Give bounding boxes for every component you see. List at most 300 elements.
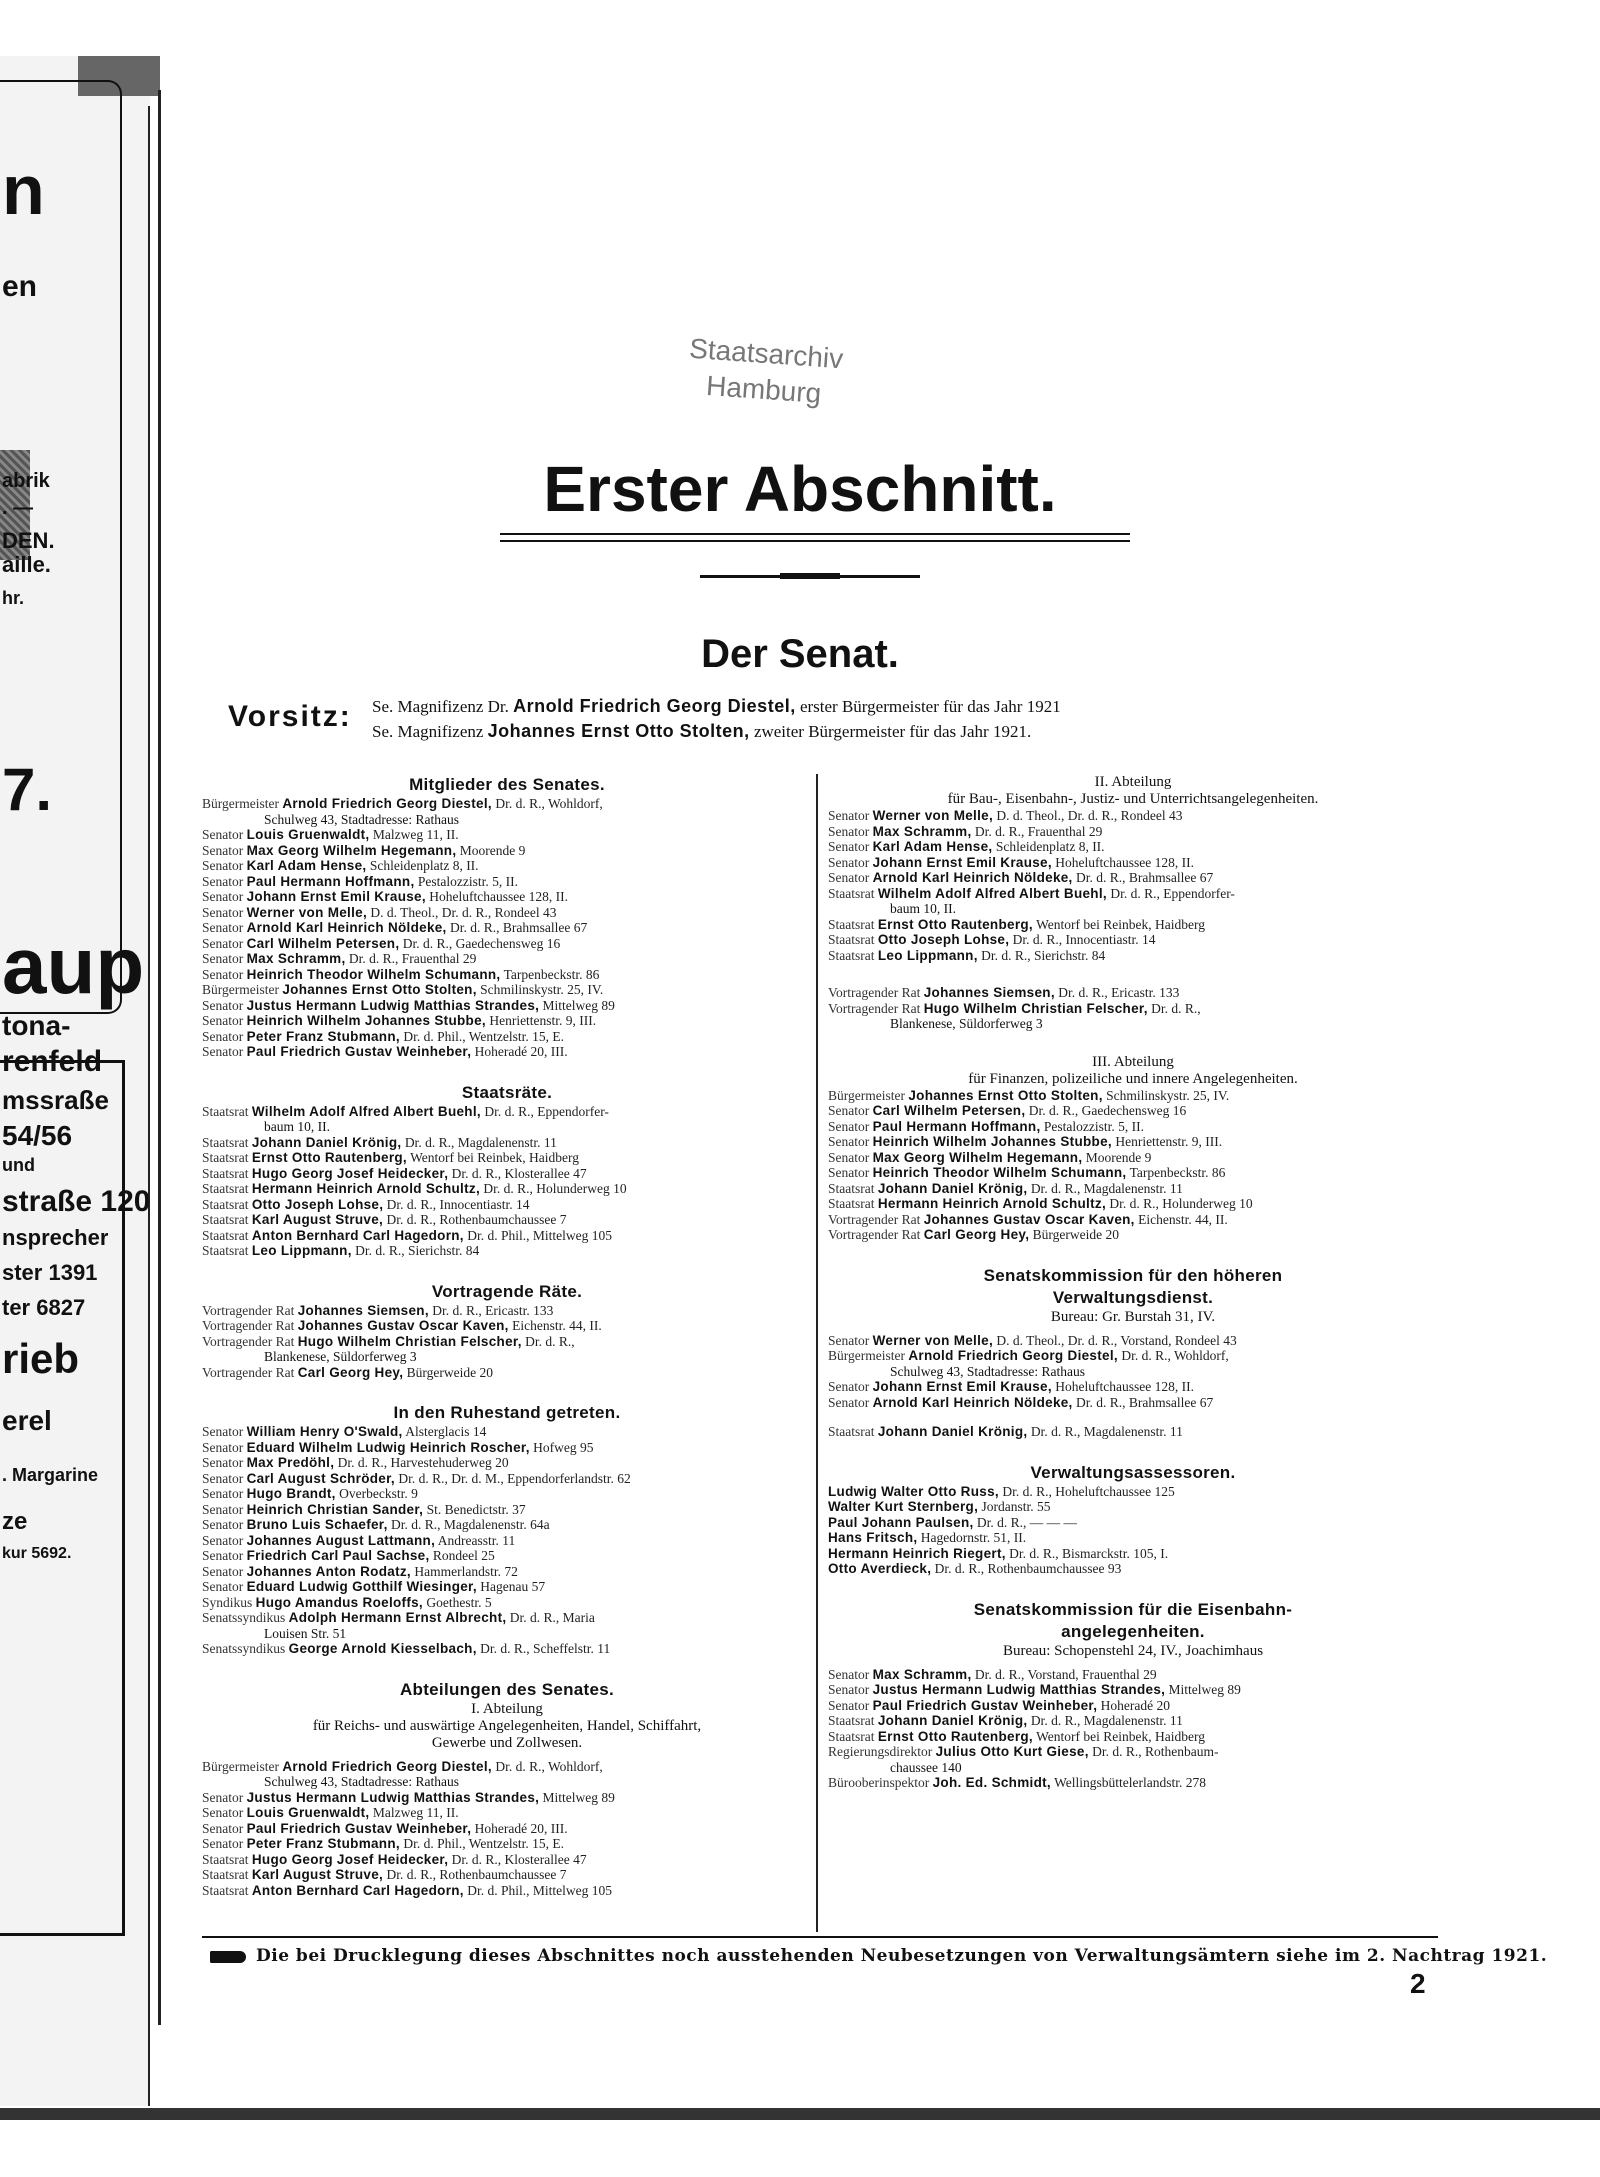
- entry-name: Julius Otto Kurt Giese,: [935, 1744, 1089, 1759]
- entry-rank: Senator: [202, 1563, 244, 1579]
- adjacent-ad-fragment: n: [2, 151, 45, 229]
- entry-name: Johann Daniel Krönig,: [251, 1134, 402, 1150]
- mitglieder-list: [202, 796, 812, 1060]
- entry-rank: Bürooberinspektor: [828, 1775, 930, 1790]
- entry-address: Wentorf bei Reinbek, Haidberg: [1036, 916, 1205, 932]
- entry-address: Dr. d. R., Brahmsallee 67: [450, 920, 588, 935]
- adjacent-ad-fragment: 7.: [2, 756, 53, 823]
- entry-name: Bruno Luis Schaefer,: [246, 1517, 388, 1532]
- entry-address: Dr. d. R., Gaedechensweg 16: [1028, 1103, 1187, 1118]
- entry-name: Johannes Ernst Otto Stolten,: [908, 1087, 1103, 1103]
- list-item: [828, 1515, 1438, 1531]
- entry-name: Hugo Wilhelm Christian Felscher,: [923, 1000, 1148, 1016]
- list-item: [202, 827, 812, 843]
- entry-name: Walter Kurt Sternberg,: [828, 1499, 979, 1514]
- entry-address: Tarpenbeckstr. 86: [503, 966, 600, 982]
- entry-rank: Vortragender Rat: [202, 1318, 295, 1333]
- entry-name: Johann Ernst Emil Krause,: [246, 889, 426, 904]
- list-item: [828, 1395, 1438, 1411]
- entry-name: Werner von Melle,: [246, 904, 368, 920]
- entry-name: Hans Fritsch,: [828, 1530, 918, 1545]
- entry-address: Malzweg 11, II.: [372, 827, 459, 842]
- entry-rank: Vortragender Rat: [828, 1211, 921, 1227]
- list-item: [202, 1029, 812, 1045]
- list-item: [202, 1821, 812, 1837]
- list-item: [202, 1197, 812, 1213]
- list-item: [202, 1610, 812, 1626]
- entry-name: William Henry O'Swald,: [246, 1424, 403, 1439]
- entry-rank: Senator: [828, 1165, 870, 1180]
- list-item: [202, 1502, 812, 1518]
- adjacent-ad-fragment: en: [2, 270, 38, 303]
- entry-rank: Staatsrat: [828, 885, 875, 901]
- list-item: [828, 1729, 1438, 1745]
- column-divider: [816, 774, 818, 1932]
- entry-rank: Staatsrat: [202, 1103, 249, 1119]
- entry-name: Justus Hermann Ludwig Matthias Strandes,: [246, 1789, 540, 1805]
- list-item: [828, 1546, 1438, 1562]
- list-item: [202, 1181, 812, 1197]
- entry-name: Johannes Anton Rodatz,: [246, 1563, 411, 1579]
- entry-address: Dr. d. Phil., Wentzelstr. 15, E.: [403, 1836, 564, 1851]
- entry-name: Arnold Friedrich Georg Diestel,: [908, 1348, 1118, 1363]
- entry-name: Johann Ernst Emil Krause,: [872, 854, 1052, 870]
- entry-address: Dr. d. R., Rothenbaumchaussee 7: [386, 1212, 567, 1227]
- entry-rank: Senator: [828, 1379, 870, 1394]
- kommission-verwaltung-bureau: Bureau: Gr. Burstah 31, IV.: [1050, 1308, 1216, 1325]
- list-item: [202, 1517, 812, 1533]
- list-item: [202, 1212, 812, 1228]
- entry-rank: Staatsrat: [202, 1243, 249, 1258]
- entry-name: Carl August Schröder,: [246, 1470, 395, 1486]
- entry-address: Jordanstr. 55: [981, 1499, 1051, 1514]
- adjacent-ad-fragment: nsprecher: [2, 1225, 109, 1250]
- adjacent-ad-fragment: tona-: [2, 1010, 71, 1041]
- list-item: [202, 1365, 812, 1381]
- entry-rank: Senator: [828, 1394, 870, 1410]
- assessoren-list: [828, 1484, 1438, 1577]
- entry-rank: Senator: [202, 1579, 244, 1594]
- adjacent-ad-fragment: . Margarine: [2, 1465, 99, 1485]
- entry-rank: Vortragender Rat: [202, 1364, 295, 1380]
- entry-rank: Senator: [828, 1103, 870, 1118]
- entry-name: Max Schramm,: [246, 951, 346, 966]
- entry-name: Johannes Ernst Otto Stolten,: [282, 982, 477, 997]
- entry-name: Karl August Struve,: [251, 1212, 384, 1227]
- list-item: [828, 1103, 1438, 1119]
- entry-address: Mittelweg 89: [1168, 1682, 1241, 1697]
- entry-rank: Bürgermeister: [828, 1087, 905, 1103]
- entry-address: Pestalozzistr. 5, II.: [1043, 1118, 1144, 1134]
- entry-address: Dr. d. R., Magdalenenstr. 64a: [391, 1517, 550, 1532]
- list-item: [828, 886, 1438, 902]
- list-item: [202, 1805, 812, 1821]
- abteilung-3-list: [828, 1088, 1438, 1243]
- entry-name: Carl Georg Hey,: [297, 1364, 404, 1380]
- entry-address: Dr. d. R., Brahmsallee 67: [1076, 870, 1214, 885]
- page-fold-line: [148, 106, 150, 2106]
- entry-name: Arnold Karl Heinrich Nöldeke,: [872, 870, 1073, 885]
- entry-name: Ernst Otto Rautenberg,: [877, 1728, 1033, 1744]
- entry-address: Dr. d. R., Maria: [509, 1610, 595, 1625]
- ruhestand-heading: In den Ruhestand getreten.: [393, 1403, 621, 1422]
- entry-address: Hoheluftchaussee 128, II.: [429, 889, 569, 904]
- entry-address: Dr. d. R., Klosterallee 47: [451, 1851, 587, 1867]
- list-item: [828, 1196, 1438, 1212]
- entry-address: Dr. d. R., Frauenthal 29: [348, 951, 477, 966]
- entry-rank: Staatsrat: [828, 1713, 875, 1728]
- footnote: [210, 1946, 1548, 1966]
- adjacent-ad-fragment: aille.: [2, 552, 51, 577]
- entry-name: Hugo Georg Josef Heidecker,: [251, 1851, 449, 1867]
- entry-address: Schleidenplatz 8, II.: [995, 839, 1105, 854]
- entry-address: Goethestr. 5: [426, 1594, 492, 1610]
- entry-rank: Senator: [202, 1424, 244, 1439]
- entry-name: Paul Friedrich Gustav Weinheber,: [246, 1820, 472, 1836]
- entry-rank: Staatsrat: [202, 1134, 249, 1150]
- left-column: [202, 774, 812, 1898]
- entry-address: Dr. d. R., Wohldorf,: [495, 796, 603, 811]
- entry-address: Dr. d. R., Magdalenenstr. 11: [1030, 1713, 1183, 1728]
- entry-rank: Staatsrat: [202, 1882, 249, 1898]
- entry-name: Justus Hermann Ludwig Matthias Strandes,: [246, 997, 540, 1013]
- entry-name: Anton Bernhard Carl Hagedorn,: [251, 1882, 464, 1898]
- entry-address: Hoheradé 20, III.: [474, 1820, 568, 1836]
- adjacent-ad-fragment: ster 1391: [2, 1260, 98, 1285]
- list-item: [202, 1533, 812, 1549]
- entry-address: D. d. Theol., Dr. d. R., Rondeel 43: [996, 808, 1183, 823]
- entry-address: Dr. d. R., Holunderweg 10: [483, 1181, 627, 1196]
- entry-address: Dr. d. R., Ericastr. 133: [1058, 985, 1180, 1000]
- entry-name: Wilhelm Adolf Alfred Albert Buehl,: [251, 1103, 481, 1119]
- entry-name: Werner von Melle,: [872, 1332, 994, 1348]
- entry-rank: Regierungsdirektor: [828, 1744, 933, 1759]
- entry-name: Friedrich Carl Paul Sachse,: [246, 1548, 430, 1563]
- entry-address: Dr. d. R., Bismarckstr. 105, I.: [1009, 1545, 1169, 1561]
- entry-name: Hugo Brandt,: [246, 1486, 336, 1501]
- list-item: [828, 824, 1438, 840]
- entry-address: Dr. d. Phil., Mittelweg 105: [467, 1227, 612, 1243]
- abteilung-3-sub: III. Abteilung für Finanzen, polizeiliche und innere Angelegenheiten.: [968, 1053, 1298, 1087]
- abteilung-2-list-extra: [828, 985, 1438, 1032]
- entry-address: Dr. d. R., Frauenthal 29: [974, 823, 1103, 839]
- entry-rank: Senator: [828, 1697, 870, 1713]
- entry-address: Dr. d. R., Innocentiastr. 14: [386, 1196, 530, 1212]
- entry-rank: Senator: [202, 966, 244, 982]
- list-item: [828, 1119, 1438, 1135]
- entry-address: Hoheluftchaussee 128, II.: [1055, 1379, 1195, 1394]
- list-item: baum 10, II.: [264, 1119, 330, 1134]
- entry-name: Max Schramm,: [872, 823, 972, 839]
- entry-address: Moorende 9: [459, 842, 526, 858]
- entry-rank: Staatsrat: [202, 1150, 249, 1165]
- entry-name: Hermann Heinrich Arnold Schultz,: [877, 1196, 1106, 1211]
- adjacent-ad-fragment: kur 5692.: [2, 1545, 72, 1562]
- entry-rank: Senator: [202, 951, 244, 966]
- entry-rank: Senator: [828, 1332, 870, 1348]
- entry-address: Wellingsbüttelerlandstr. 278: [1054, 1775, 1207, 1790]
- list-item: [828, 1561, 1438, 1577]
- kommission-verwaltung-list: [828, 1333, 1438, 1411]
- entry-address: Dr. d. R., Holunderweg 10: [1109, 1196, 1253, 1211]
- list-item: [828, 1713, 1438, 1729]
- entry-address: Dr. d. R.,: [525, 1333, 575, 1349]
- entry-rank: Senator: [202, 1501, 244, 1517]
- entry-rank: Senator: [202, 935, 244, 951]
- entry-address: Hofweg 95: [533, 1439, 594, 1455]
- entry-name: Johannes Siemsen,: [297, 1302, 429, 1318]
- entry-address: Schmilinskystr. 25, IV.: [1106, 1087, 1230, 1103]
- staatsraete-heading: Staatsräte.: [461, 1082, 553, 1102]
- entry-rank: Staatsrat: [202, 1867, 249, 1882]
- stamp-line-2: Hamburg: [705, 369, 823, 409]
- entry-rank: Senator: [828, 839, 870, 854]
- entry-name: Arnold Karl Heinrich Nöldeke,: [246, 920, 447, 935]
- entry-name: Heinrich Theodor Wilhelm Schumann,: [872, 1165, 1127, 1180]
- vortragende-heading: Vortragende Räte.: [431, 1281, 583, 1301]
- entry-name: Arnold Friedrich Georg Diestel,: [282, 1758, 492, 1774]
- entry-address: Eichenstr. 44, II.: [512, 1318, 602, 1333]
- entry-address: Malzweg 11, II.: [372, 1805, 459, 1820]
- list-item: [202, 1166, 812, 1182]
- entry-rank: Senator: [828, 1134, 870, 1149]
- entry-rank: Senator: [202, 1044, 244, 1059]
- entry-rank: Staatsrat: [202, 1196, 249, 1212]
- page-number: 2: [1410, 1968, 1426, 1999]
- entry-address: Dr. d. R., Wohldorf,: [1121, 1348, 1229, 1363]
- entry-name: Paul Hermann Hoffmann,: [246, 873, 415, 889]
- entry-rank: Staatsrat: [828, 947, 875, 963]
- entry-rank: Senator: [202, 904, 244, 920]
- entry-name: Heinrich Wilhelm Johannes Stubbe,: [872, 1134, 1112, 1149]
- entry-name: Joh. Ed. Schmidt,: [932, 1775, 1051, 1790]
- entry-address: Hagenau 57: [480, 1579, 546, 1594]
- list-item: [202, 1471, 812, 1487]
- entry-name: Hugo Wilhelm Christian Felscher,: [297, 1333, 522, 1349]
- entry-rank: Senator: [202, 1028, 244, 1044]
- entry-address: Dr. d. R., Innocentiastr. 14: [1012, 932, 1156, 947]
- entry-address: Dr. d. R., Magdalenenstr. 11: [1030, 1424, 1183, 1439]
- entry-rank: Senator: [202, 920, 244, 935]
- entry-address: Wentorf bei Reinbek, Haidberg: [410, 1150, 579, 1165]
- entry-rank: Senator: [202, 858, 244, 873]
- list-item: [828, 1212, 1438, 1228]
- list-item: [828, 808, 1438, 824]
- list-item: [202, 967, 812, 983]
- entry-address: Hagedornstr. 51, II.: [920, 1530, 1027, 1545]
- list-item: [202, 1424, 812, 1440]
- entry-rank: Bürgermeister: [202, 796, 279, 811]
- list-item: [202, 1883, 812, 1899]
- list-item: [828, 917, 1438, 933]
- entry-rank: Staatsrat: [202, 1851, 249, 1867]
- list-item: baum 10, II.: [890, 901, 956, 916]
- entry-address: Mittelweg 89: [542, 1789, 615, 1805]
- mitglieder-heading: Mitglieder des Senates.: [409, 775, 605, 794]
- list-item: [828, 1379, 1438, 1395]
- entry-name: Hermann Heinrich Riegert,: [828, 1545, 1006, 1561]
- list-item: [202, 1150, 812, 1166]
- entry-name: Karl Adam Hense,: [872, 839, 993, 854]
- entry-name: Carl Wilhelm Petersen,: [246, 935, 400, 951]
- list-item: [828, 932, 1438, 948]
- list-item: [202, 1564, 812, 1580]
- entry-address: Hoheradé 20: [1100, 1697, 1171, 1713]
- entry-name: Carl Georg Hey,: [923, 1227, 1030, 1242]
- pointing-hand-icon: [210, 1951, 246, 1963]
- list-item: [828, 1001, 1438, 1017]
- adjacent-ad-fragment: erel: [2, 1405, 52, 1436]
- title-underline: [500, 533, 1130, 542]
- list-item: [202, 1013, 812, 1029]
- entry-name: Johann Daniel Krönig,: [877, 1180, 1028, 1196]
- entry-name: George Arnold Kiesselbach,: [288, 1641, 477, 1656]
- list-item: [202, 1334, 812, 1350]
- entry-address: Dr. d. R., Rothenbaumchaussee 7: [386, 1867, 567, 1882]
- list-item: [828, 1088, 1438, 1104]
- vorsitz-line: Se. Magnifizenz Dr. Arnold Friedrich Georg Diestel, erster Bürgermeister für das Jahr 1921: [372, 696, 1061, 716]
- entry-address: Bürgerweide 20: [1032, 1227, 1120, 1242]
- list-item: [202, 889, 812, 905]
- list-item: [828, 1775, 1438, 1791]
- vortragende-list: [202, 1303, 812, 1381]
- entry-name: Eduard Wilhelm Ludwig Heinrich Roscher,: [246, 1439, 530, 1455]
- abteilung-1-sub: I. Abteilung für Reichs- und auswärtige Angelegenheiten, Handel, Schiffahrt, Gewerbe und Zollwesen.: [312, 1700, 702, 1751]
- entry-address: Dr. d. Phil., Mittelweg 105: [467, 1882, 612, 1898]
- entry-rank: Vortragender Rat: [202, 1302, 295, 1318]
- list-item: [202, 998, 812, 1014]
- entry-name: Johann Ernst Emil Krause,: [872, 1379, 1052, 1394]
- entry-address: Dr. d. R., Eppendorfer-: [1110, 885, 1235, 901]
- list-item: [202, 1759, 812, 1775]
- list-item: Blankenese, Süldorferweg 3: [264, 1349, 417, 1364]
- entry-name: Max Georg Wilhelm Hegemann,: [246, 842, 457, 858]
- list-item: [828, 1682, 1438, 1698]
- section-title: Erster Abschnitt.: [543, 453, 1057, 525]
- entry-rank: Senator: [202, 889, 244, 904]
- entry-name: Adolph Hermann Ernst Albrecht,: [288, 1610, 507, 1625]
- entry-rank: Senator: [202, 997, 244, 1013]
- list-item: [828, 1667, 1438, 1683]
- entry-address: Dr. d. R., Klosterallee 47: [451, 1165, 587, 1181]
- adjacent-ad-fragment: straße 120: [2, 1185, 151, 1218]
- entry-name: Ludwig Walter Otto Russ,: [828, 1483, 999, 1499]
- entry-name: Wilhelm Adolf Alfred Albert Buehl,: [877, 885, 1107, 901]
- entry-rank: Staatsrat: [202, 1227, 249, 1243]
- entry-address: D. d. Theol., Dr. d. R., Vorstand, Rondeel 43: [996, 1332, 1237, 1348]
- entry-name: Johannes Siemsen,: [923, 985, 1055, 1000]
- entry-address: Dr. d. R.,: [1151, 1000, 1201, 1016]
- entry-address: Andreasstr. 11: [437, 1532, 516, 1548]
- list-item: [828, 870, 1438, 886]
- entry-rank: Senator: [202, 1470, 244, 1486]
- list-item: Louisen Str. 51: [264, 1625, 347, 1641]
- entry-rank: Senator: [202, 1548, 244, 1563]
- entry-name: Johannes Gustav Oscar Kaven,: [923, 1211, 1135, 1227]
- list-item: [828, 839, 1438, 855]
- list-item: [202, 1228, 812, 1244]
- list-item: [828, 1227, 1438, 1243]
- list-item: [202, 1104, 812, 1120]
- entry-name: Karl August Struve,: [251, 1867, 384, 1882]
- entry-address: St. Benedictstr. 37: [426, 1501, 526, 1517]
- entry-address: Dr. d. R., Dr. d. M., Eppendorferlandstr. 62: [398, 1470, 631, 1486]
- abteilung-1-list: [202, 1759, 812, 1899]
- list-item: [202, 1867, 812, 1883]
- list-item: [828, 1424, 1438, 1440]
- list-item: [202, 858, 812, 874]
- adjacent-ad-fragment: und: [2, 1155, 35, 1175]
- list-item: [202, 1579, 812, 1595]
- list-item: [202, 1455, 812, 1471]
- entry-name: Werner von Melle,: [872, 808, 994, 823]
- entry-address: Dr. d. R., — — —: [976, 1514, 1078, 1530]
- entry-name: Hugo Georg Josef Heidecker,: [251, 1165, 449, 1181]
- footnote-text: Die bei Drucklegung dieses Abschnittes noch ausstehenden Neubesetzungen von Verwaltungsämtern siehe im 2. Nachtrag 1921.: [256, 1946, 1548, 1966]
- entry-address: Rondeel 25: [432, 1548, 495, 1563]
- entry-address: Dr. d. R., Eppendorfer-: [484, 1103, 609, 1119]
- entry-name: Paul Hermann Hoffmann,: [872, 1118, 1041, 1134]
- entry-name: Max Georg Wilhelm Hegemann,: [872, 1149, 1083, 1165]
- adjacent-ad-fragment: aup: [2, 921, 145, 1010]
- abteilung-2-sub: II. Abteilung für Bau-, Eisenbahn-, Justiz- und Unterrichtsangelegenheiten.: [947, 774, 1319, 807]
- list-item: [202, 1836, 812, 1852]
- entry-rank: Staatsrat: [828, 1728, 875, 1744]
- entry-rank: Senator: [202, 1013, 244, 1028]
- entry-rank: Senator: [202, 842, 244, 858]
- entry-name: Eduard Ludwig Gotthilf Wiesinger,: [246, 1579, 477, 1594]
- entry-address: Dr. d. R., Magdalenenstr. 11: [404, 1134, 557, 1150]
- entry-rank: Syndikus: [202, 1594, 253, 1610]
- entry-name: Heinrich Christian Sander,: [246, 1501, 424, 1517]
- list-item: [828, 1134, 1438, 1150]
- entry-address: Dr. d. R., Wohldorf,: [495, 1758, 603, 1774]
- kommission-verwaltung-heading: Senatskommission für den höheren Verwaltungsdienst.: [983, 1265, 1283, 1307]
- entry-rank: Senator: [202, 1805, 244, 1820]
- entry-rank: Senator: [202, 1486, 244, 1501]
- adjacent-ad-fragment: hr.: [2, 588, 25, 608]
- list-item: [202, 1486, 812, 1502]
- entry-rank: Staatsrat: [828, 916, 875, 932]
- stamp-line-1: Staatsarchiv: [688, 332, 845, 375]
- list-item: [202, 874, 812, 890]
- entry-address: Dr. d. R., Rothenbaumchaussee 93: [934, 1561, 1122, 1576]
- entry-address: Dr. d. R., Vorstand, Frauenthal 29: [974, 1666, 1157, 1682]
- vorsitz-line: Se. Magnifizenz Johannes Ernst Otto Stolten, zweiter Bürgermeister für das Jahr 1921.: [372, 721, 1032, 741]
- entry-name: Louis Gruenwaldt,: [246, 1805, 370, 1820]
- adjacent-ad-fragment: ter 6827: [2, 1295, 86, 1320]
- entry-rank: Vortragender Rat: [828, 1000, 921, 1016]
- list-item: [202, 1790, 812, 1806]
- entry-name: Arnold Friedrich Georg Diestel,: [282, 796, 492, 811]
- entry-address: Henriettenstr. 9, III.: [1115, 1134, 1223, 1149]
- entry-address: Hoheradé 20, III.: [474, 1044, 568, 1059]
- entry-address: Alsterglacis 14: [405, 1424, 487, 1439]
- entry-name: Johann Daniel Krönig,: [877, 1713, 1028, 1728]
- list-item: [828, 1484, 1438, 1500]
- list-item: [828, 1181, 1438, 1197]
- vorsitz-label: Vorsitz:: [228, 700, 352, 733]
- entry-rank: Staatsrat: [202, 1181, 249, 1196]
- entry-name: Carl Wilhelm Petersen,: [872, 1103, 1026, 1118]
- entry-rank: Senator: [202, 827, 244, 842]
- list-item: Blankenese, Süldorferweg 3: [890, 1016, 1043, 1031]
- entry-rank: Senator: [828, 1118, 870, 1134]
- list-item: [202, 936, 812, 952]
- entry-rank: Staatsrat: [828, 1424, 875, 1439]
- entry-name: Peter Franz Stubmann,: [246, 1836, 400, 1851]
- entry-name: Ernst Otto Rautenberg,: [877, 916, 1033, 932]
